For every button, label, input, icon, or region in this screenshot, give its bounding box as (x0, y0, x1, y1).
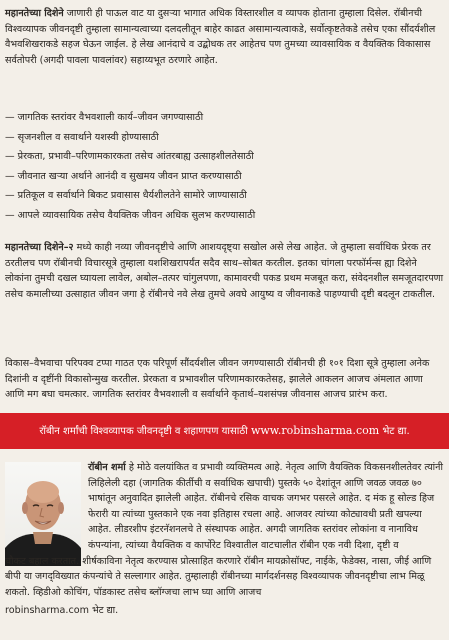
list-item: — सृजनशील व सवार्थाने यशस्वी होण्यासाठी (5, 131, 159, 143)
banner-url: www.robinsharma.com (250, 424, 380, 437)
banner-text-before: रॉबीन शर्मांची विश्वव्यापक जीवनदृष्टी व शहाणपण यासाठी (39, 426, 251, 437)
part2-paragraph (5, 240, 444, 302)
author-bio (5, 460, 444, 600)
part2-body: मध्ये काही नव्या जीवनदृष्टीचे आणि आशयदृष्ट्या सखोल असे लेख आहेत. जे तुम्हाला सर्वाधिक प्रेरक तर ठरतीलच पण रॉबीनची विचारसूत्रे तुम्हाला यशशिखरापर्यंत सदैव साथ–सोबत करतील. इतका चांगला परफॉर्मन्स ह्या दिशेने लोकांना तुमची दखल घ्यायला लावेल, अबोल–तत्पर चांगुलपणा, कामावरची पकड प्रथम मजबूत करा, संवेदनशील समजूतदारपणा तसेच कमालीच्या उत्साहात जीवन जगा हे रॉबीनचे नवे लेख तुमचे अवघे आयुष्य व जीवनाकडे पाहण्याची दृष्टी बदलून टाकतील. (5, 242, 444, 300)
website-banner (0, 413, 449, 449)
part3-paragraph: विकास–वैभवाचा परिपक्व टप्पा गाठत एक परिपूर्ण सौंदर्यशील जीवन जगण्यासाठी रॉबीनची ही १०१ दिशा सूत्रे तुम्हाला अनेक दिशांनी व दृष्टींनी विकासोन्मुख करतील. प्रेरकता व प्रभावशील परिणामकारकतेसह, झालेले आकलन आजच अंमलात आणा आणि मग बघा चमत्कार. जागतिक स्तरांवर वैभवशाली व सर्वार्थाने कृतार्थ–यशसंपन्न जीवनास आजच प्रारंभ करा. (5, 358, 430, 401)
benefits-list (5, 108, 444, 226)
intro-body: जाणारी ही पाऊल वाट या दुसऱ्या भागात अधिक विस्तारशील व व्यापक होताना तुम्हाला दिसेल. रॉबीनची विश्वव्यापक जीवनदृष्टी तुम्हाला सामान्यत्वाच्या दलदलीतून बाहेर काढत असामान्यत्वाकडे, सर्वोत्कृष्टतेकडे तसेच एका सौंदर्यशील वैभवशिखराकडे सहज घेऊन जाईल. हे लेख आनंदाचे व उद्बोधक तर आहेतच पण तुमच्या व्यावसायिक व वैयक्तिक विकासास सर्वतोपरी (अगदी पावला पावलांवर) सहाय्यभूत ठरणारे आहेत. (5, 8, 436, 66)
author-name: रॉबीन शर्मा (88, 462, 126, 473)
author-bio-continued: चौकट बहाल करतात. शीर्षकाविना नेतृत्व करण्यास प्रोत्साहित करणारे रॉबीन मायक्रोसॉफ्ट, नाईके, फेडेक्स, नासा, जीई आणि बीपी या जगद्‌विख्यात कंपन्यांचे ते सल्लागार आहेत. तुम्हालाही रॉबीनच्या मार्गदर्शनसह विश्वव्यापक जीवनदृष्टीचा लाभ मिळू शकतो. व्हिडीओ कोचिंग, पॉडकास्ट तसेच ब्लॉग्जचा लाभ घ्या आणि आजच (5, 555, 432, 598)
list-item: — प्रतिकूल व सर्वार्थाने बिकट प्रवासास धैर्यशीलतेने सामोरे जाण्यासाठी (5, 190, 247, 202)
intro-lead-title: महानतेच्या दिशेने (5, 8, 64, 19)
list-item: — जागतिक स्तरांवर वैभवशाली कार्य–जीवन जगण्यासाठी (5, 112, 204, 123)
banner-text-after: भेट द्या. (379, 426, 410, 437)
author-bio-main: हे मोठे वलयांकित व प्रभावी व्यक्तिमत्व आहे. नेतृत्व आणि वैयक्तिक विकसनशीलतेवर त्यांनी लिहिलेली दहा (जागतिक कीर्तीची व सर्वाधिक खपाची) पुस्तके ५० देशांतून आणि जवळ जवळ ७० भाषांतून अनुवादित झालेली आहेत. रॉबीनचे रसिक वाचक जगभर पसरले आहेत. द मंक हू सोल्ड हिज फेरारी या त्यांच्या पुस्तकाने एक नवा इतिहास रचला आहे. आजवर त्यांच्या कोट्यावधी प्रती खपल्या आहेत. लीडरशीप इंटरनॅशनलचे ते संस्थापक आहेत. अगदी जागतिक स्तरांवर लोकांना व नानाविध कंपन्यांना, त्यांच्या वैयक्तिक व कार्पोरेट विश्वातील वाटचालीत रॉबीन एक नवी दिशा, दृष्टी व (88, 462, 443, 551)
list-item: — प्रेरकता, प्रभावी–परिणामकारकता तसेच आंतरबाह्य उत्साहशीलतेसाठी (5, 151, 254, 163)
list-item: — आपले व्यावसायिक तसेच वैयक्तिक जीवन अधिक सुलभ करण्यासाठी (5, 209, 256, 221)
intro-paragraph (5, 6, 444, 68)
author-portrait-image (5, 462, 81, 566)
author-photo (5, 462, 81, 566)
author-site-line: robinsharma.com भेट द्या. (5, 605, 119, 616)
part2-lead-title: महानतेच्या दिशेने–२ (5, 242, 74, 253)
list-item: — जीवनात खऱ्या अर्थाने आनंदी व सुखमय जीवन प्राप्त करण्यासाठी (5, 170, 242, 182)
